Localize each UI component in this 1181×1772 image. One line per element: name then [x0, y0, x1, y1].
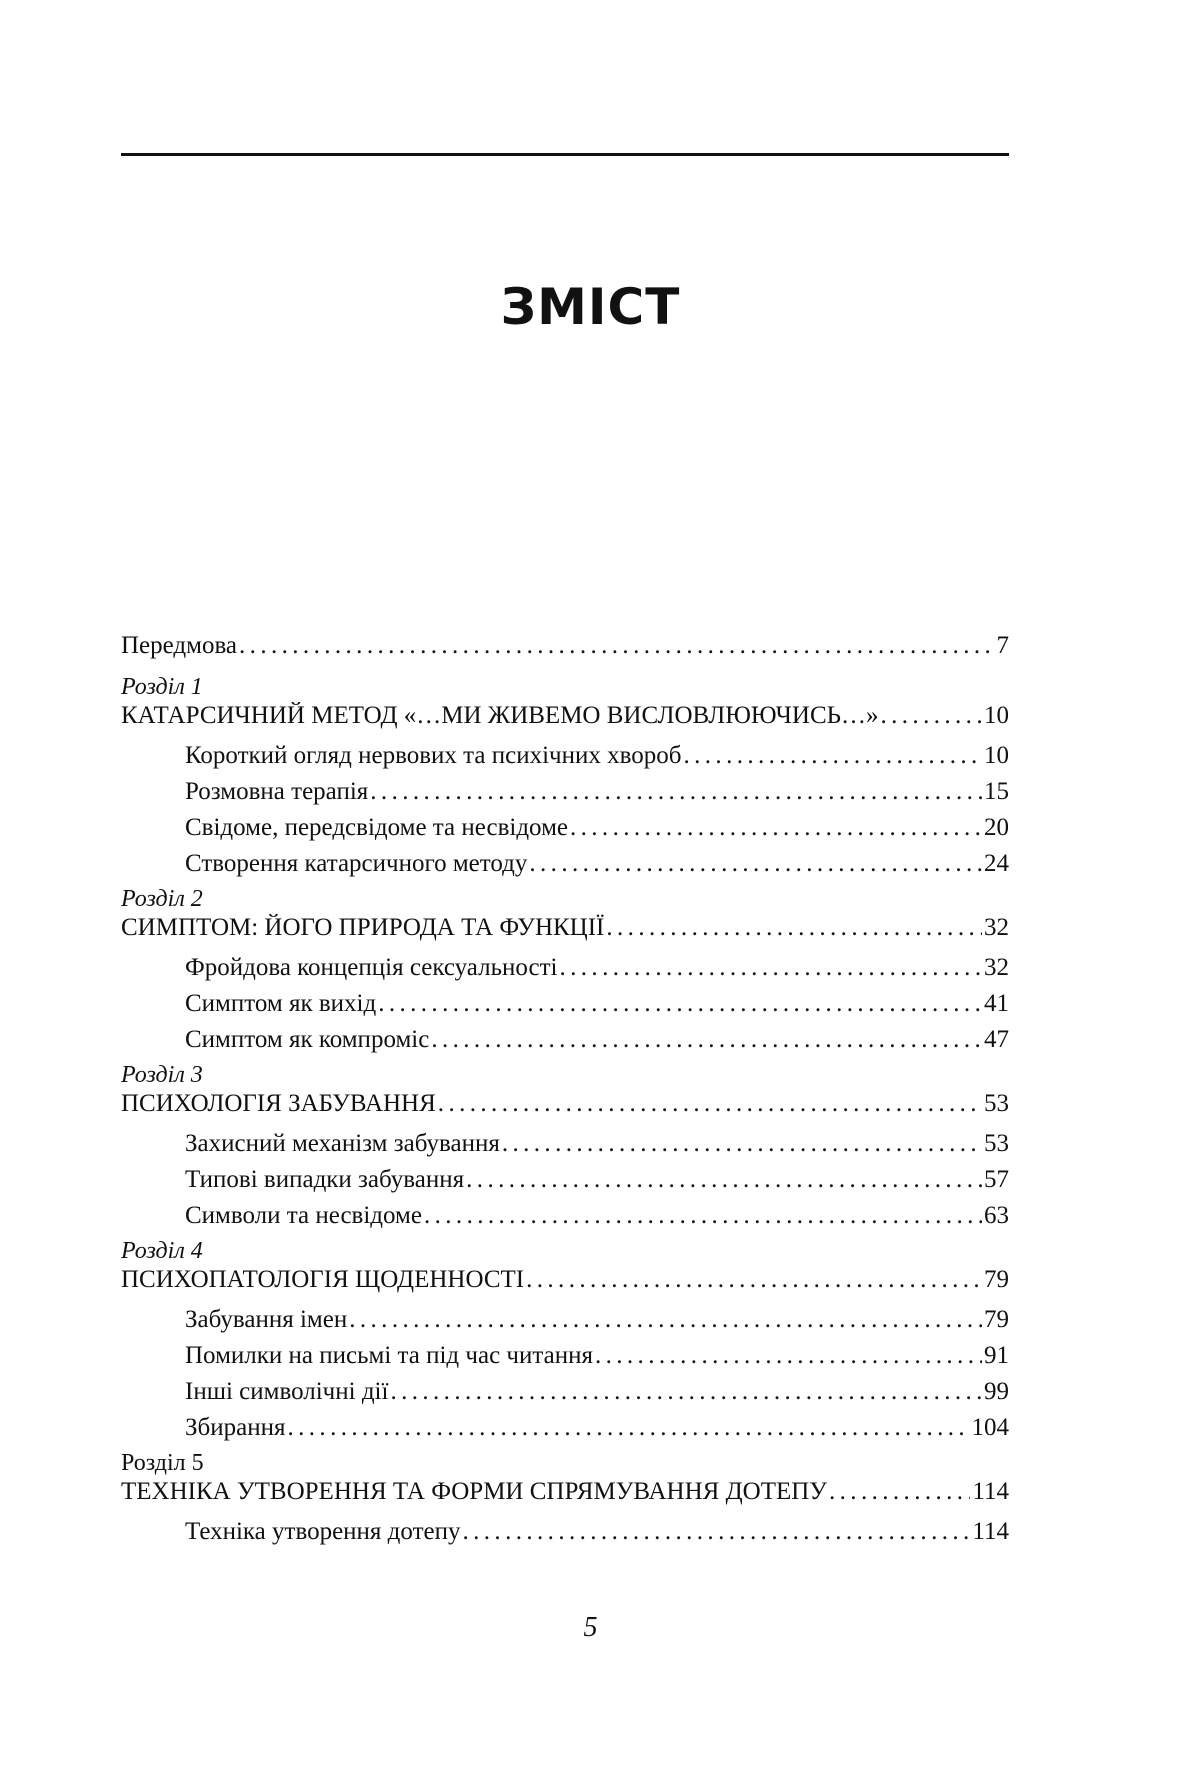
- dot-leader: [529, 850, 982, 878]
- toc-entry-title: ПСИХОЛОГІЯ ЗАБУВАННЯ: [121, 1090, 436, 1117]
- dot-leader: [683, 742, 982, 770]
- toc-entry-title: Розмовна терапія: [185, 778, 369, 805]
- toc-entry-title: Помилки на письмі та під час читання: [185, 1342, 593, 1369]
- toc-page-number: 20: [984, 814, 1009, 841]
- toc-page-number: 99: [984, 1378, 1009, 1405]
- section-label-text: Розділ 2: [121, 886, 203, 912]
- toc-page-number: 91: [984, 1342, 1009, 1369]
- dot-leader: [526, 1266, 982, 1294]
- toc-page-number: 114: [972, 1478, 1009, 1505]
- toc-subentry[interactable]: [121, 1414, 1009, 1450]
- section-label: [121, 1062, 1009, 1090]
- dot-leader: [502, 1130, 982, 1158]
- toc-subentry[interactable]: [121, 1518, 1009, 1554]
- toc-entry[interactable]: [121, 1478, 1009, 1518]
- toc-entry-title: Символи та несвідоме: [185, 1202, 422, 1229]
- section-label-text: Розділ 1: [121, 674, 203, 700]
- toc-entry-title: Свідоме, передсвідоме та несвідоме: [185, 814, 568, 841]
- toc-entry-title: Створення катарсичного методу: [185, 850, 528, 877]
- top-rule: [121, 153, 1009, 156]
- toc-entry-title: Передмова: [121, 632, 238, 659]
- toc-page-number: 41: [984, 990, 1009, 1017]
- toc-page-number: 10: [984, 742, 1009, 769]
- toc-entry[interactable]: [121, 1090, 1009, 1130]
- toc-page-number: 10: [984, 702, 1009, 729]
- toc-entry-title: Короткий огляд нервових та психічних хвороб: [185, 742, 682, 769]
- toc-entry-title: Захисний механізм забування: [185, 1130, 500, 1157]
- dot-leader: [239, 632, 994, 660]
- toc-page-number: 15: [984, 778, 1009, 805]
- dot-leader: [880, 702, 982, 730]
- toc-subentry[interactable]: [121, 1166, 1009, 1202]
- dot-leader: [462, 1518, 970, 1546]
- toc-subentry[interactable]: [121, 814, 1009, 850]
- toc-page-number: 79: [984, 1306, 1009, 1333]
- dot-leader: [466, 1166, 982, 1194]
- toc-entry-title: Забування імен: [185, 1306, 348, 1333]
- dot-leader: [424, 1202, 982, 1230]
- toc-entry[interactable]: [121, 914, 1009, 954]
- dot-leader: [370, 778, 982, 806]
- toc-page-number: 32: [984, 914, 1009, 941]
- toc-page-number: 57: [984, 1166, 1009, 1193]
- section-label: [121, 1238, 1009, 1266]
- dot-leader: [606, 914, 982, 942]
- toc-subentry[interactable]: [121, 1202, 1009, 1238]
- dot-leader: [570, 814, 982, 842]
- toc-page-number: 47: [984, 1026, 1009, 1053]
- toc-subentry[interactable]: [121, 1342, 1009, 1378]
- toc-entry-title: Симптом як компроміс: [185, 1026, 430, 1053]
- toc-entry-title: КАТАРСИЧНИЙ МЕТОД «…МИ ЖИВЕМО ВИСЛОВЛЮЮЧИСЬ…»: [121, 702, 879, 729]
- toc-entry-title: Техніка утворення дотепу: [185, 1518, 461, 1545]
- toc-entry-title: Фройдова концепція сексуальності: [185, 954, 558, 981]
- section-label-text: Розділ 3: [121, 1062, 203, 1088]
- toc-page-number: 24: [984, 850, 1009, 877]
- toc-entry-title: Інші символічні дії: [185, 1378, 389, 1405]
- toc-page-number: 104: [971, 1414, 1009, 1441]
- section-label: [121, 1450, 1009, 1478]
- toc-subentry[interactable]: [121, 742, 1009, 778]
- toc-entry-title: ПСИХОПАТОЛОГІЯ ЩОДЕННОСТІ: [121, 1266, 525, 1293]
- toc-page-number: 7: [996, 632, 1009, 659]
- toc-entry-title: Типові випадки забування: [185, 1166, 465, 1193]
- dot-leader: [349, 1306, 982, 1334]
- toc-page-number: 53: [984, 1090, 1009, 1117]
- toc-page-number: 32: [984, 954, 1009, 981]
- toc-entry[interactable]: [121, 1266, 1009, 1306]
- toc-entry-title: Симптом як вихід: [185, 990, 377, 1017]
- toc-subentry[interactable]: [121, 990, 1009, 1026]
- dot-leader: [559, 954, 982, 982]
- toc-subentry[interactable]: [121, 1306, 1009, 1342]
- toc-subentry[interactable]: [121, 1378, 1009, 1414]
- toc-subentry[interactable]: [121, 778, 1009, 814]
- section-label-text: Розділ 5: [121, 1450, 204, 1476]
- table-of-contents: [121, 632, 1009, 1554]
- toc-page-number: 63: [984, 1202, 1009, 1229]
- dot-leader: [595, 1342, 982, 1370]
- section-label: [121, 886, 1009, 914]
- section-label-text: Розділ 4: [121, 1238, 203, 1264]
- toc-entry-title: СИМПТОМ: ЙОГО ПРИРОДА ТА ФУНКЦІЇ: [121, 914, 605, 941]
- toc-entry-title: ТЕХНІКА УТВОРЕННЯ ТА ФОРМИ СПРЯМУВАННЯ ДОТЕПУ: [121, 1478, 827, 1505]
- page-title: ЗМІСТ: [500, 278, 681, 336]
- dot-leader: [287, 1414, 969, 1442]
- toc-subentry[interactable]: [121, 850, 1009, 886]
- toc-page-number: 79: [984, 1266, 1009, 1293]
- dot-leader: [378, 990, 982, 1018]
- toc-page-number: 53: [984, 1130, 1009, 1157]
- toc-subentry[interactable]: [121, 1026, 1009, 1062]
- toc-entry[interactable]: [121, 702, 1009, 742]
- section-label: [121, 674, 1009, 702]
- page-number: 5: [583, 1612, 598, 1643]
- dot-leader: [390, 1378, 982, 1406]
- dot-leader: [431, 1026, 982, 1054]
- toc-subentry[interactable]: [121, 954, 1009, 990]
- toc-page-number: 114: [972, 1518, 1009, 1545]
- dot-leader: [829, 1478, 970, 1506]
- dot-leader: [438, 1090, 982, 1118]
- toc-subentry[interactable]: [121, 1130, 1009, 1166]
- toc-entry[interactable]: [121, 632, 1009, 668]
- toc-entry-title: Збирання: [185, 1414, 286, 1441]
